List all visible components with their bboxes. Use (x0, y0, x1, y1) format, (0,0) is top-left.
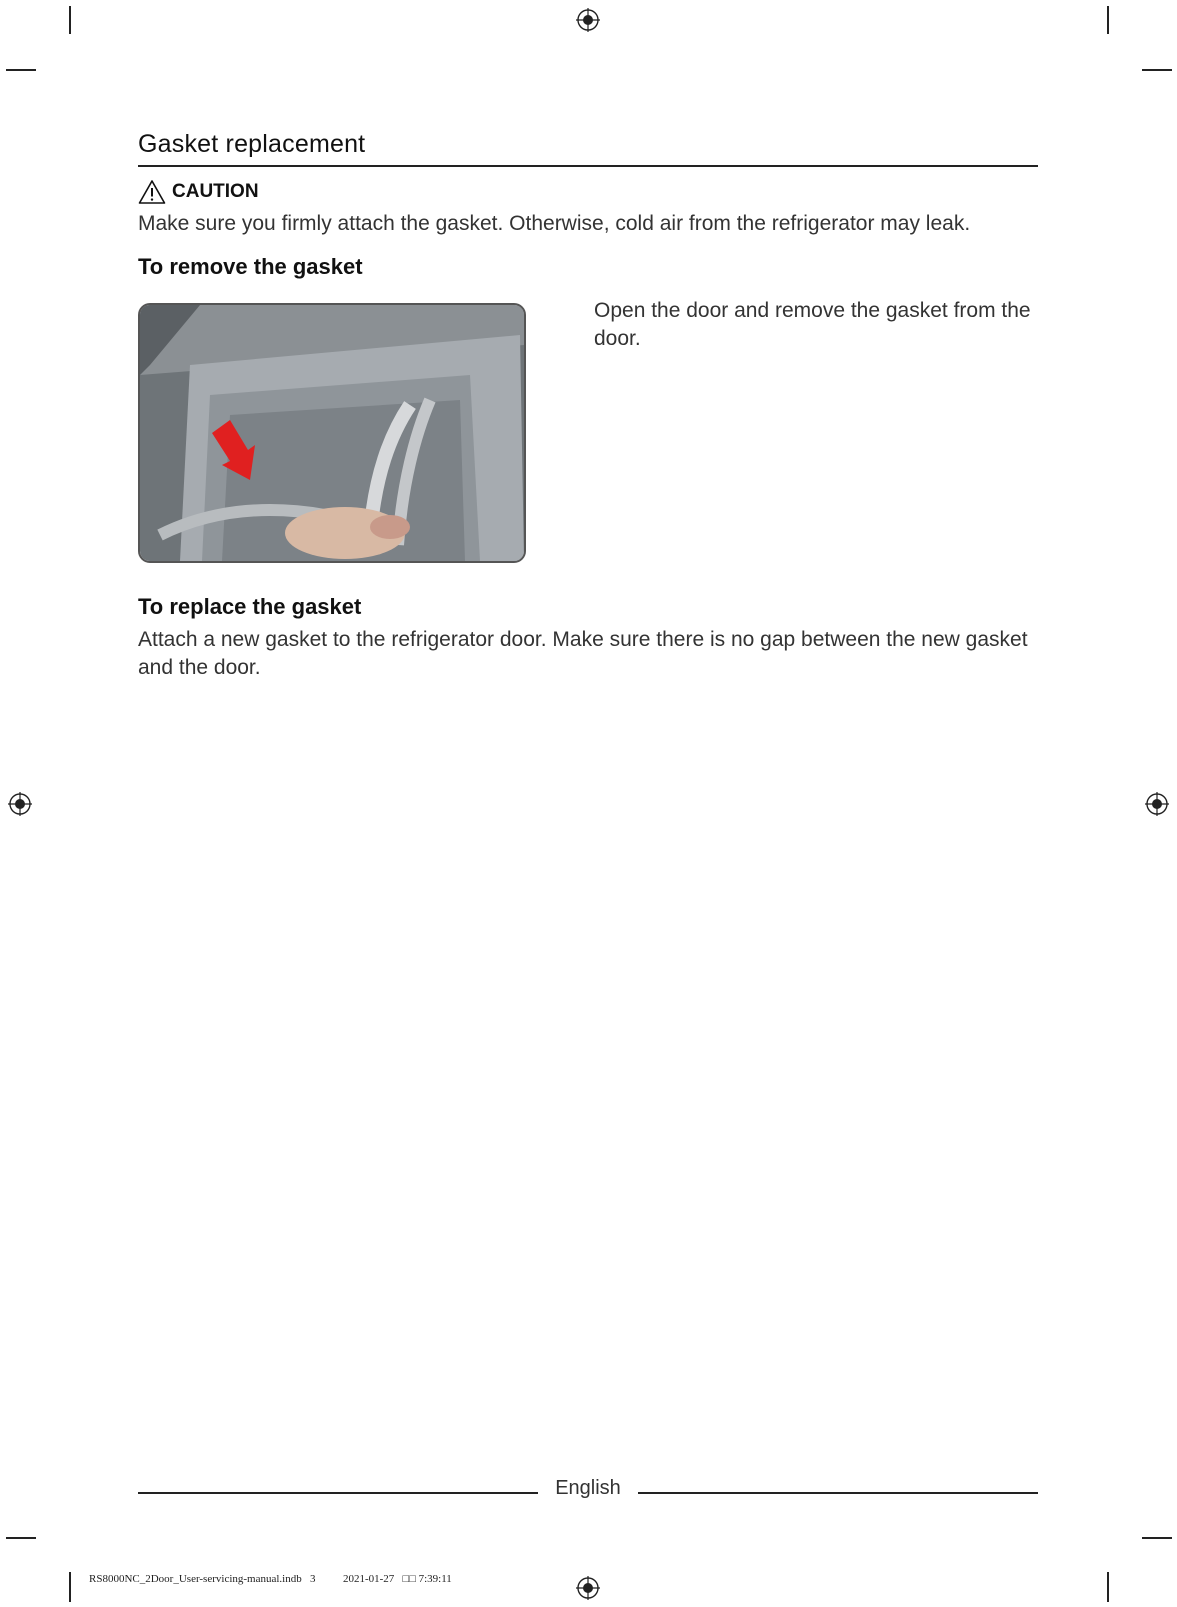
crop-mark (6, 69, 36, 71)
crop-mark (1107, 1572, 1109, 1602)
gasket-removal-illustration (140, 305, 524, 561)
crop-mark (69, 6, 71, 34)
crop-mark (1142, 69, 1172, 71)
crop-mark (69, 1572, 71, 1602)
registration-mark-icon (576, 1576, 600, 1600)
crop-mark (6, 1537, 36, 1539)
remove-gasket-heading: To remove the gasket (138, 254, 363, 279)
caution-text: Make sure you firmly attach the gasket. Otherwise, cold air from the refrigerator may leak. (138, 212, 971, 235)
crop-mark (1107, 6, 1109, 34)
print-slug: RS8000NC_2Door_User-servicing-manual.indb 3 2021-01-27 □□ 7:39:11 (89, 1573, 452, 1585)
page-title: Gasket replacement (138, 130, 366, 158)
registration-mark-icon (8, 792, 32, 816)
replace-gasket-heading: To replace the gasket (138, 594, 362, 619)
footer-language: English (555, 1477, 621, 1499)
caution-header (138, 178, 259, 206)
crop-mark (1142, 1537, 1172, 1539)
gasket-removal-photo (138, 303, 526, 563)
registration-mark-icon (576, 8, 600, 32)
footer-rule-right (638, 1492, 1038, 1494)
title-underline (138, 165, 1038, 167)
footer-rule-left (138, 1492, 538, 1494)
remove-gasket-instructions: Open the door and remove the gasket from the door. (594, 299, 1031, 350)
warning-triangle-icon (138, 179, 166, 205)
replace-gasket-instructions: Attach a new gasket to the refrigerator door. Make sure there is no gap between the new gasket and the door. (138, 628, 1028, 679)
registration-mark-icon (1145, 792, 1169, 816)
caution-label: CAUTION (172, 181, 259, 202)
